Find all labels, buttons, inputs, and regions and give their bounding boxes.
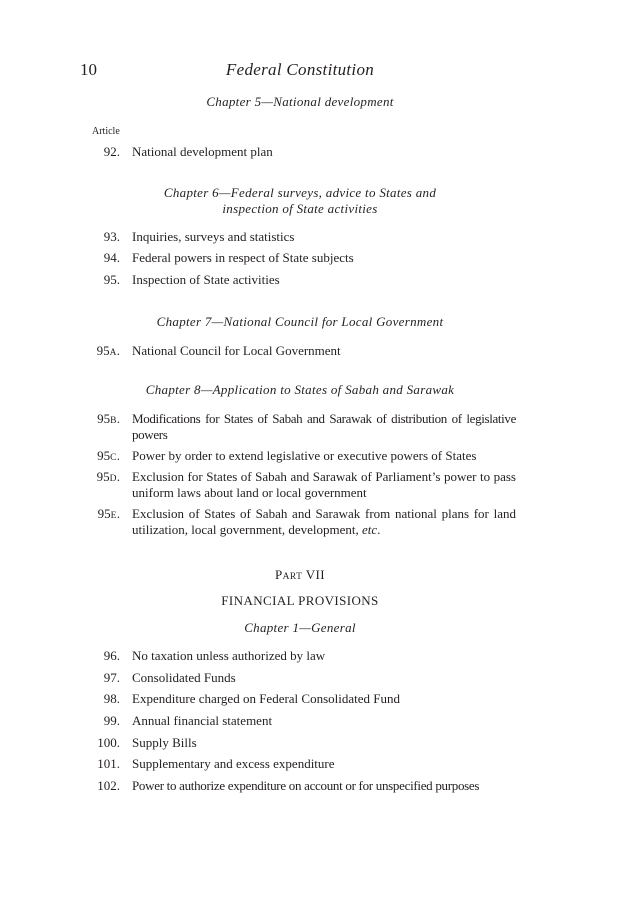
article-title: Annual financial statement: [132, 713, 273, 728]
article-number: 95C.: [97, 448, 120, 463]
article-title: No taxation unless authorized by law: [132, 648, 326, 663]
article-title: Power to authorize expenditure on account or for unspecified purposes: [132, 778, 480, 793]
article-title: Exclusion for States of Sabah and Sarawak of Parliament’s power to pass uniform laws about land or local government: [132, 469, 516, 500]
running-title: Federal Constitution: [225, 60, 375, 79]
chapter-6-heading-line-2: inspection of State activities: [222, 201, 378, 216]
article-number: 100.: [97, 735, 120, 750]
article-number: 95D.: [96, 469, 120, 484]
part-title: FINANCIAL PROVISIONS: [221, 593, 379, 608]
part-heading: PART VII: [275, 567, 325, 582]
article-title: Federal powers in respect of State subjects: [132, 250, 354, 265]
article-number: 96.: [103, 648, 120, 663]
article-number: 92.: [103, 144, 120, 159]
article-number: 99.: [103, 713, 120, 728]
article-title: Supplementary and excess expenditure: [132, 756, 335, 771]
article-number: 101.: [97, 756, 120, 771]
article-title: Modifications for States of Sabah and Sarawak of distribution of legislative powers: [132, 411, 516, 442]
article-number: 102.: [97, 778, 120, 793]
article-number: 98.: [103, 691, 120, 706]
article-title: Exclusion of States of Sabah and Sarawak from national plans for land utilization, local government, development, etc.: [132, 506, 516, 537]
article-number: 93.: [103, 229, 120, 244]
article-title: Inspection of State activities: [132, 272, 280, 287]
article-title: Expenditure charged on Federal Consolidated Fund: [132, 691, 401, 706]
article-number: 95E.: [97, 506, 120, 521]
article-title: Supply Bills: [132, 735, 197, 750]
chapter-5-heading: Chapter 5—National development: [206, 94, 394, 109]
chapter-8-heading: Chapter 8—Application to States of Sabah and Sarawak: [145, 382, 455, 397]
article-number: 95.: [103, 272, 120, 287]
article-number: 95B.: [97, 411, 120, 426]
page-number: 10: [80, 60, 97, 79]
article-number: 94.: [103, 250, 120, 265]
chapter-6-heading-line-1: Chapter 6—Federal surveys, advice to States and: [163, 185, 437, 200]
chapter-7-heading: Chapter 7—National Council for Local Government: [156, 314, 444, 329]
article-title: Power by order to extend legislative or executive powers of States: [132, 448, 477, 463]
article-title: National development plan: [132, 144, 273, 159]
article-title: Consolidated Funds: [132, 670, 236, 685]
article-number: 95A.: [96, 343, 120, 358]
part-chapter-1-heading: Chapter 1—General: [244, 620, 356, 635]
article-title: National Council for Local Government: [132, 343, 341, 358]
article-number: 97.: [103, 670, 120, 685]
article-column-label: Article: [92, 126, 120, 137]
article-title: Inquiries, surveys and statistics: [132, 229, 295, 244]
